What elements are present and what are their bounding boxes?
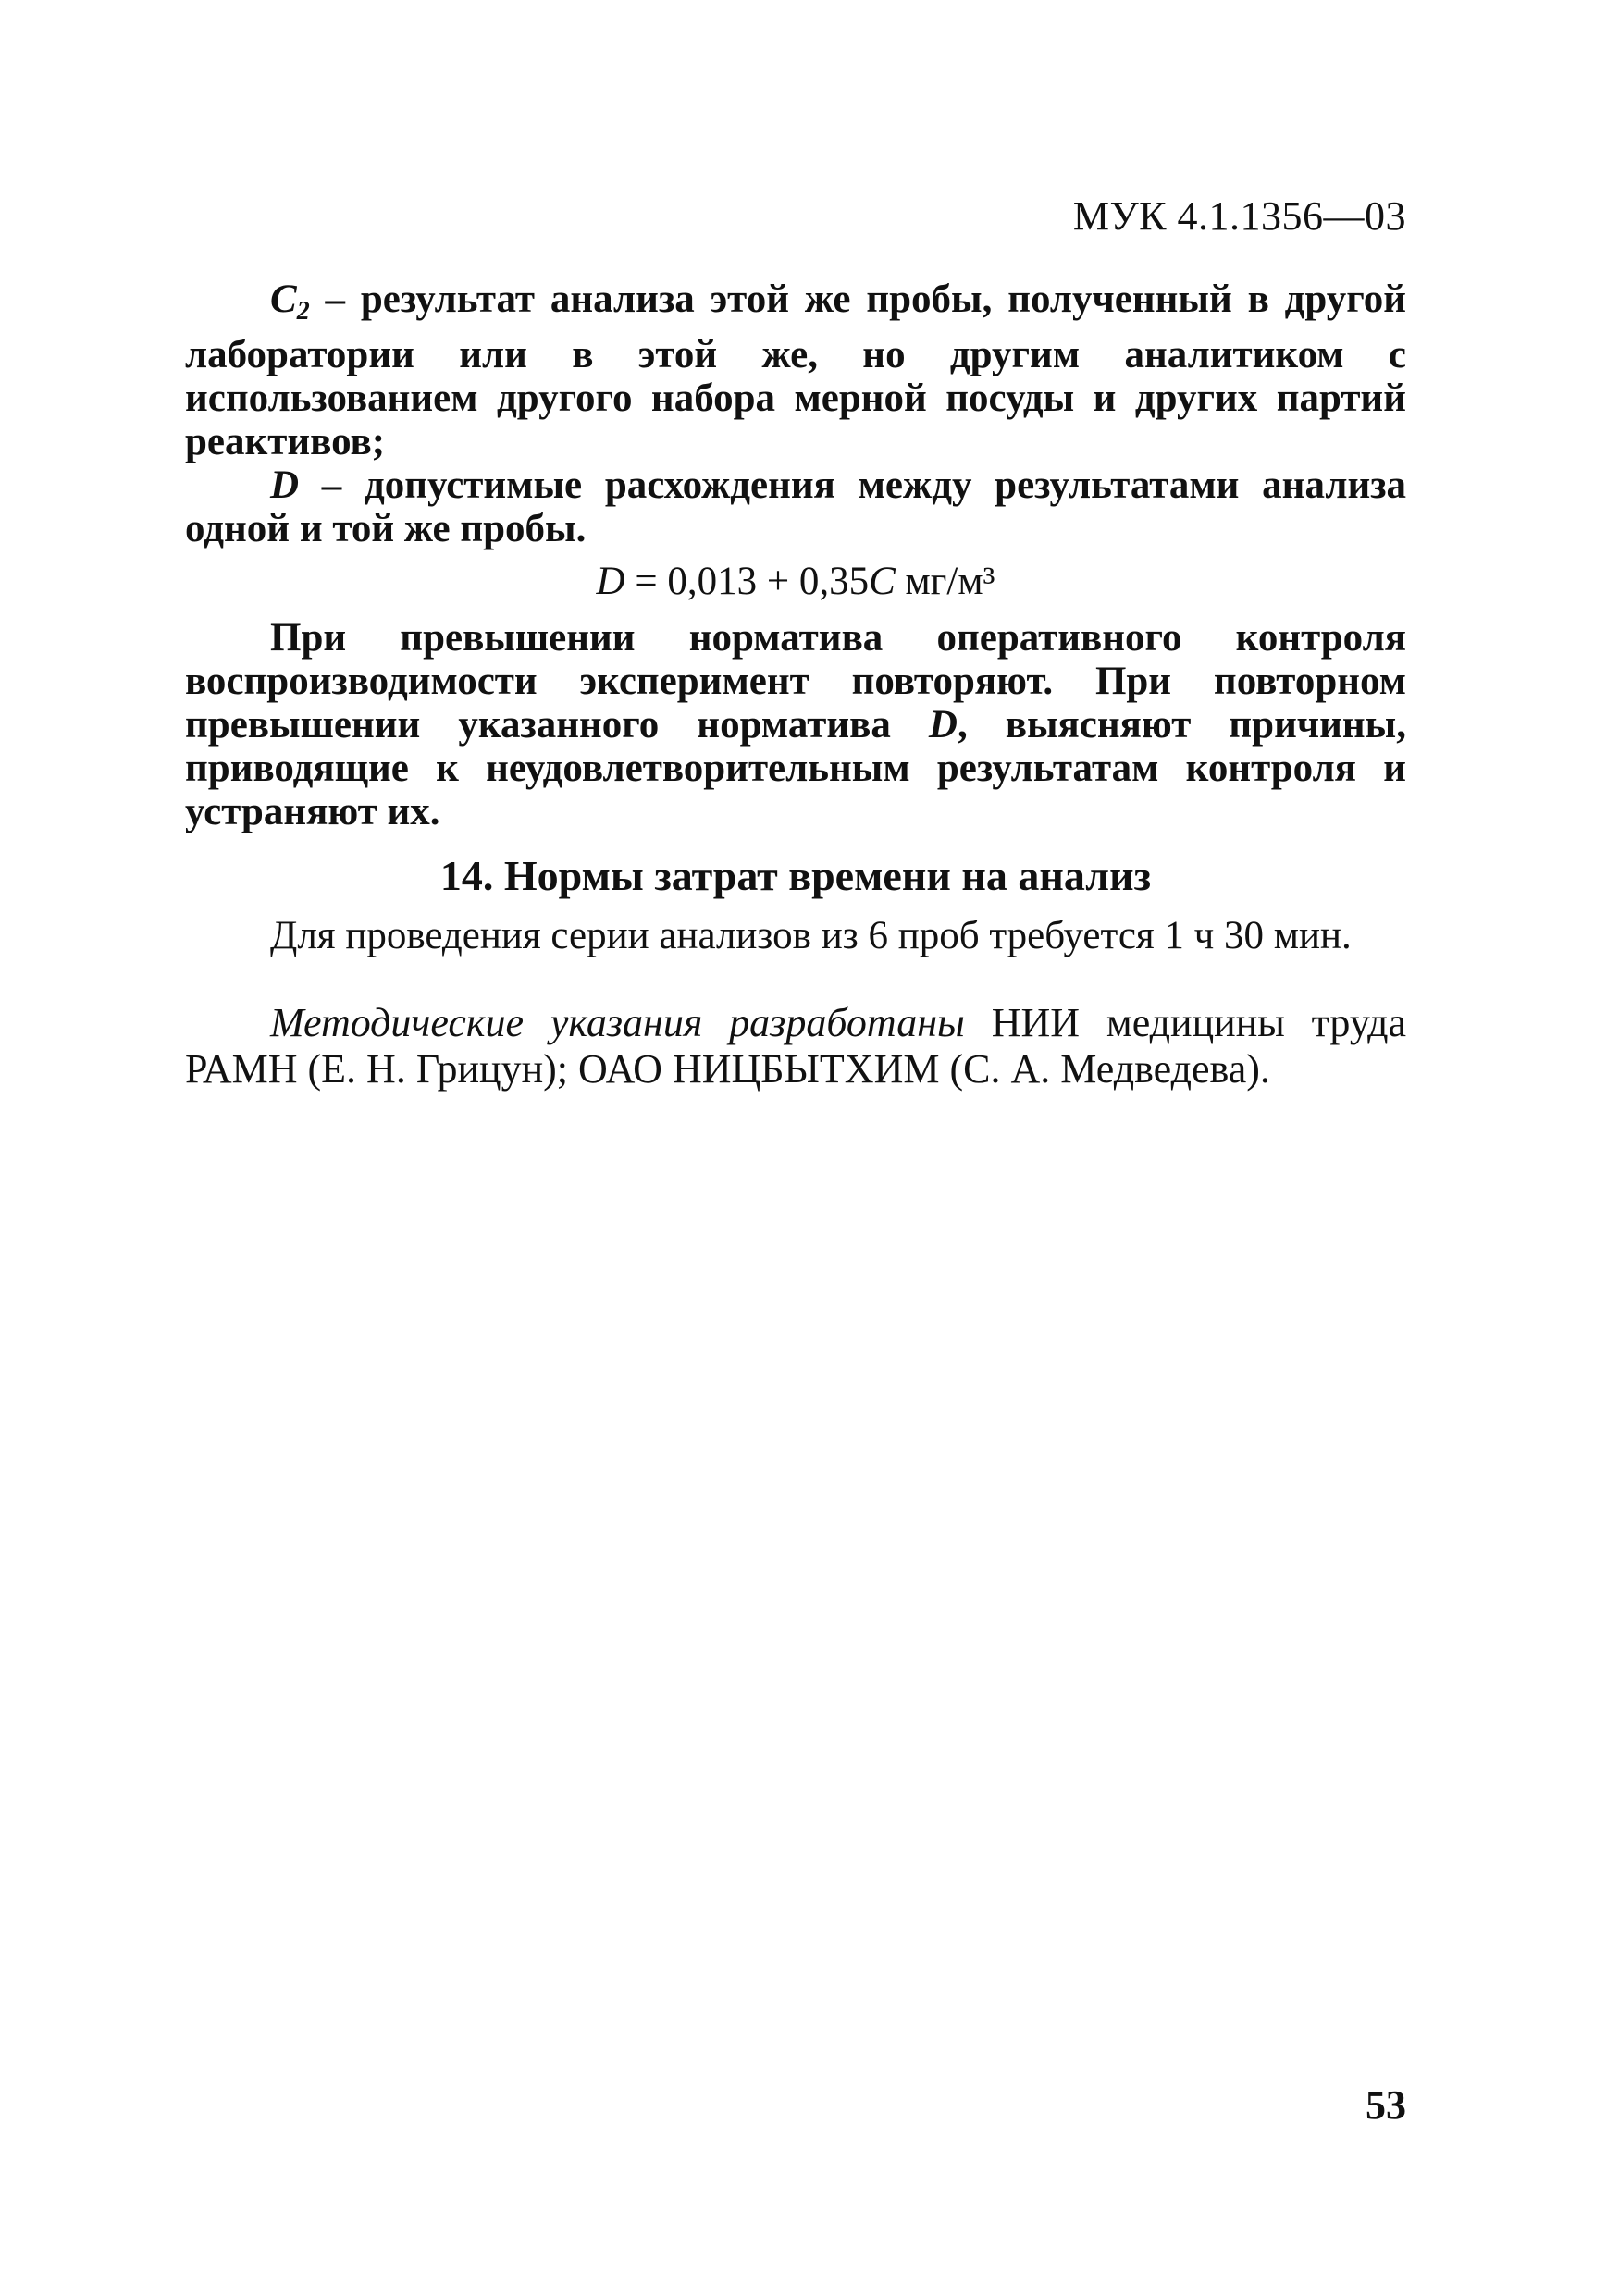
formula-equation: = 0,013 + 0,35	[624, 560, 870, 603]
credits	[185, 1000, 1406, 1092]
formula-lhs: D	[596, 560, 625, 603]
running-head: МУК 4.1.1356—03	[1072, 193, 1406, 239]
document-page	[185, 0, 1406, 2296]
symbol-subscript: 2	[296, 297, 310, 326]
definition-c2-text: – результат анализа этой же пробы, полученный в другой лаборатории или в этой же, но другим аналитиком с использованием другого набора мерной посуды и других партий реактивов;	[185, 278, 1406, 463]
page-number: 53	[1366, 2082, 1406, 2128]
formula-unit: мг/м³	[895, 560, 995, 603]
credits-text: НИИ медицины труда РАМН (Е. Н. Грицун); ОАО НИЦБЫТХИМ (С. А. Медведева).	[185, 1000, 1406, 1092]
symbol-c: C	[270, 278, 297, 321]
body-text	[185, 278, 1406, 1092]
formula-variable: C	[869, 560, 896, 603]
formula	[185, 560, 1406, 603]
symbol-d: D	[270, 463, 300, 507]
paragraph-control-symbol: D	[928, 703, 958, 747]
definition-d	[185, 463, 1406, 550]
definition-c2	[185, 278, 1406, 463]
section-heading: 14. Нормы затрат времени на анализ	[439, 852, 1152, 899]
definition-d-text: – допустимые расхождения между результатами анализа одной и той же пробы.	[185, 463, 1406, 550]
paragraph-control-text-2: , выясняют причины, приводящие к неудовлетворительным результатам контроля и устраняют их.	[185, 703, 1406, 833]
section-text: Для проведения серии анализов из 6 проб требуется 1 ч 30 мин.	[270, 914, 1352, 957]
paragraph-control	[185, 616, 1406, 833]
credits-lead: Методические указания разработаны	[270, 1000, 965, 1045]
paragraph-control-text-1: При превышении норматива оперативного контроля воспроизводимости эксперимент повторяют. При повторном превышении указанного норматива	[185, 616, 1406, 747]
